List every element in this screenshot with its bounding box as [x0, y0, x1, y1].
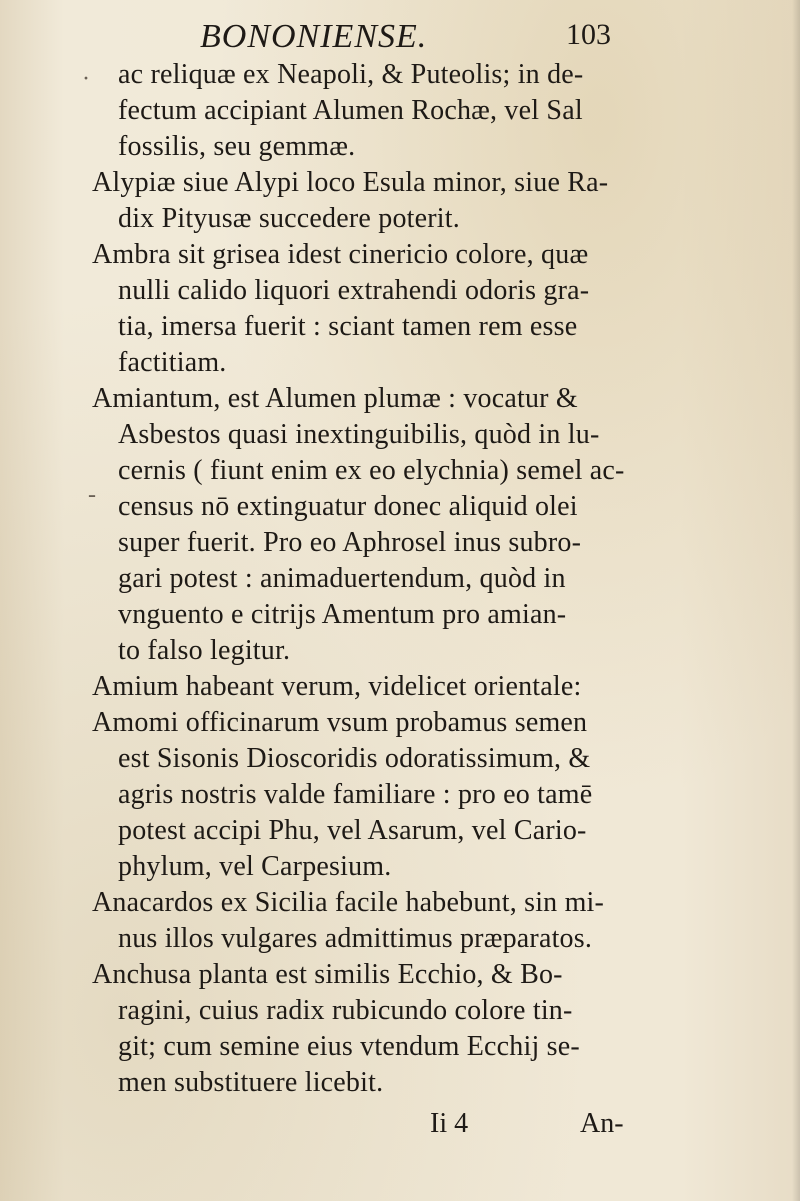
text-line: cernis ( fiunt enim ex eo elychnia) semel ac- — [118, 455, 625, 486]
entry-line: Anacardos ex Sicilia facile habebunt, sin mi- — [92, 887, 605, 918]
text-line: dix Pityusæ succedere poterit. — [118, 203, 460, 234]
page-edge-shadow — [792, 0, 800, 1201]
entry-line: Anchusa planta est similis Ecchio, & Bo- — [92, 959, 563, 990]
text-line: potest accipi Phu, vel Asarum, vel Cario- — [118, 815, 587, 846]
text-line: ragini, cuius radix rubicundo colore tin- — [118, 995, 573, 1026]
entry-line: Amomi officinarum vsum probamus semen — [92, 707, 588, 738]
page-number: 103 — [566, 18, 611, 51]
text-line: git; cum semine eius vtendum Ecchij se- — [118, 1031, 580, 1062]
text-line: Asbestos quasi inextinguibilis, quòd in lu- — [118, 419, 600, 450]
text-line: census nō extinguatur donec aliquid olei — [118, 491, 578, 522]
text-line: to falso legitur. — [118, 635, 291, 666]
text-line: nulli calido liquori extrahendi odoris gra- — [118, 275, 590, 306]
entry-line: Ambra sit grisea idest cinericio colore, quæ — [92, 239, 589, 270]
entry-line: Amium habeant verum, videlicet orientale: — [92, 671, 582, 702]
margin-mark-top: · — [82, 66, 90, 92]
text-line: nus illos vulgares admittimus præparatos. — [118, 923, 593, 954]
entry-line: Amiantum, est Alumen plumæ : vocatur & — [92, 383, 578, 414]
text-line: men substituere licebit. — [118, 1067, 384, 1098]
text-line: agris nostris valde familiare : pro eo tamē — [118, 779, 593, 810]
text-line: est Sisonis Dioscoridis odoratissimum, & — [118, 743, 591, 774]
page-header — [0, 18, 800, 54]
catchword: An- — [580, 1108, 624, 1139]
running-title: BONONIENSE. — [200, 18, 428, 55]
text-line: vnguento e citrijs Amentum pro amian- — [118, 599, 567, 630]
text-line: phylum, vel Carpesium. — [118, 851, 392, 882]
text-line: ac reliquæ ex Neapoli, & Puteolis; in de- — [118, 59, 584, 90]
text-line: fectum accipiant Alumen Rochæ, vel Sal — [118, 95, 583, 126]
text-line: gari potest : animaduertendum, quòd in — [118, 563, 566, 594]
margin-mark-middle: - — [88, 482, 96, 508]
text-line: fossilis, seu gemmæ. — [118, 131, 356, 162]
entry-line: Alypiæ siue Alypi loco Esula minor, siue Ra- — [92, 167, 609, 198]
text-line: factitiam. — [118, 347, 227, 378]
signature-mark: Ii 4 — [430, 1108, 469, 1139]
text-line: super fuerit. Pro eo Aphrosel inus subro- — [118, 527, 582, 558]
text-line: tia, imersa fuerit : sciant tamen rem esse — [118, 311, 578, 342]
